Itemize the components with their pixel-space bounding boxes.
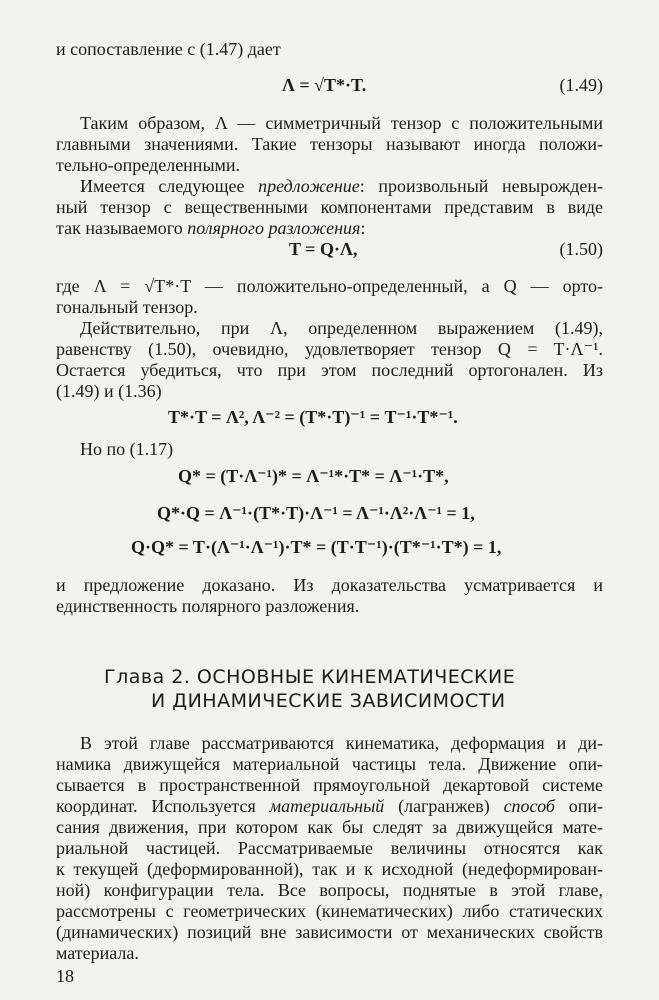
text-line: материала. — [56, 943, 139, 963]
italic-term: способ — [503, 796, 555, 816]
text-line: намика движущейся материальной частицы тела. Движение опи- — [56, 754, 603, 774]
italic-term: материальный — [269, 796, 385, 816]
text-line: главными значениями. Такие тензоры называют иногда положи- — [56, 134, 603, 154]
text-line: Остается убедиться, что при этом последний ортогонален. Из — [56, 360, 603, 380]
chapter-heading: Глава 2. ОСНОВНЫЕ КИНЕМАТИЧЕСКИЕ — [104, 666, 516, 688]
text-line: сывается в пространственной прямоугольной декартовой системе — [56, 775, 603, 795]
text-line: сания движения, при котором как бы следят за движущейся мате- — [56, 817, 603, 837]
text-span: так называемого — [56, 218, 188, 238]
text-line: гональный тензор. — [56, 297, 198, 317]
equation: Q* = (T·Λ⁻¹)* = Λ⁻¹*·T* = Λ⁻¹·T*, — [178, 466, 449, 486]
text-span: (лагранжев) — [384, 796, 504, 816]
text-line: и сопоставление с (1.47) дает — [56, 39, 281, 59]
text-span: опи- — [554, 796, 604, 816]
equation-number: (1.50) — [559, 239, 603, 259]
text-line: ный тензор с вещественными компонентами представим в виде — [56, 197, 603, 217]
text-line — [56, 219, 365, 237]
text-line: риальной частицей. Рассматриваемые величины относятся как — [56, 838, 603, 858]
text-line: Таким образом, Λ — симметричный тензор с положительными — [80, 113, 603, 133]
text-line: рассмотрены с геометрических (кинематических) либо статических — [56, 901, 603, 921]
equation: Q·Q* = T·(Λ⁻¹·Λ⁻¹)·T* = (T·T⁻¹)·(T*⁻¹·T*) = 1, — [131, 537, 502, 557]
text-line: где Λ = √T*·T — положительно-определенный, а Q — орто- — [56, 276, 603, 296]
text-line: ной) конфигурации тела. Все вопросы, поднятые в этой главе, — [56, 880, 603, 900]
text-line: единственность полярного разложения. — [56, 596, 360, 616]
text-span: Имеется следующее — [80, 176, 259, 196]
equation: T*·T = Λ², Λ⁻² = (T*·T)⁻¹ = T⁻¹·T*⁻¹. — [168, 407, 458, 427]
text-line: (динамических) позиций вне зависимости от механических свойств — [56, 922, 603, 942]
text-line: В этой главе рассматриваются кинематика, деформация и ди- — [80, 733, 603, 753]
italic-term: предложение — [258, 176, 360, 196]
text-span: : — [360, 218, 366, 238]
text-span: координат. Используется — [56, 796, 270, 816]
chapter-heading: И ДИНАМИЧЕСКИЕ ЗАВИСИМОСТИ — [151, 690, 506, 712]
equation: Q*·Q = Λ⁻¹·(T*·T)·Λ⁻¹ = Λ⁻¹·Λ²·Λ⁻¹ = 1, — [157, 503, 475, 523]
page-number: 18 — [56, 966, 74, 986]
text-line: и предложение доказано. Из доказательства усматривается и — [56, 575, 603, 595]
text-line: равенству (1.50), очевидно, удовлетворяет тензор Q = T·Λ⁻¹. — [56, 339, 603, 359]
equation-1-50: T = Q·Λ, — [289, 239, 358, 259]
text-line: (1.49) и (1.36) — [56, 381, 162, 401]
text-line: к текущей (деформированной), так и к исходной (недеформирован- — [56, 859, 603, 879]
text-line: тельно-определенными. — [56, 155, 241, 175]
text-line — [56, 797, 603, 815]
text-line — [80, 177, 603, 195]
equation-number: (1.49) — [559, 75, 603, 95]
text-span: : произвольный невырожден- — [359, 176, 603, 196]
text-line: Но по (1.17) — [80, 439, 174, 459]
equation-1-49: Λ = √T*·T. — [282, 75, 367, 95]
italic-term: полярного разложения — [187, 218, 361, 238]
text-line: Действительно, при Λ, определенном выражением (1.49), — [80, 318, 603, 338]
